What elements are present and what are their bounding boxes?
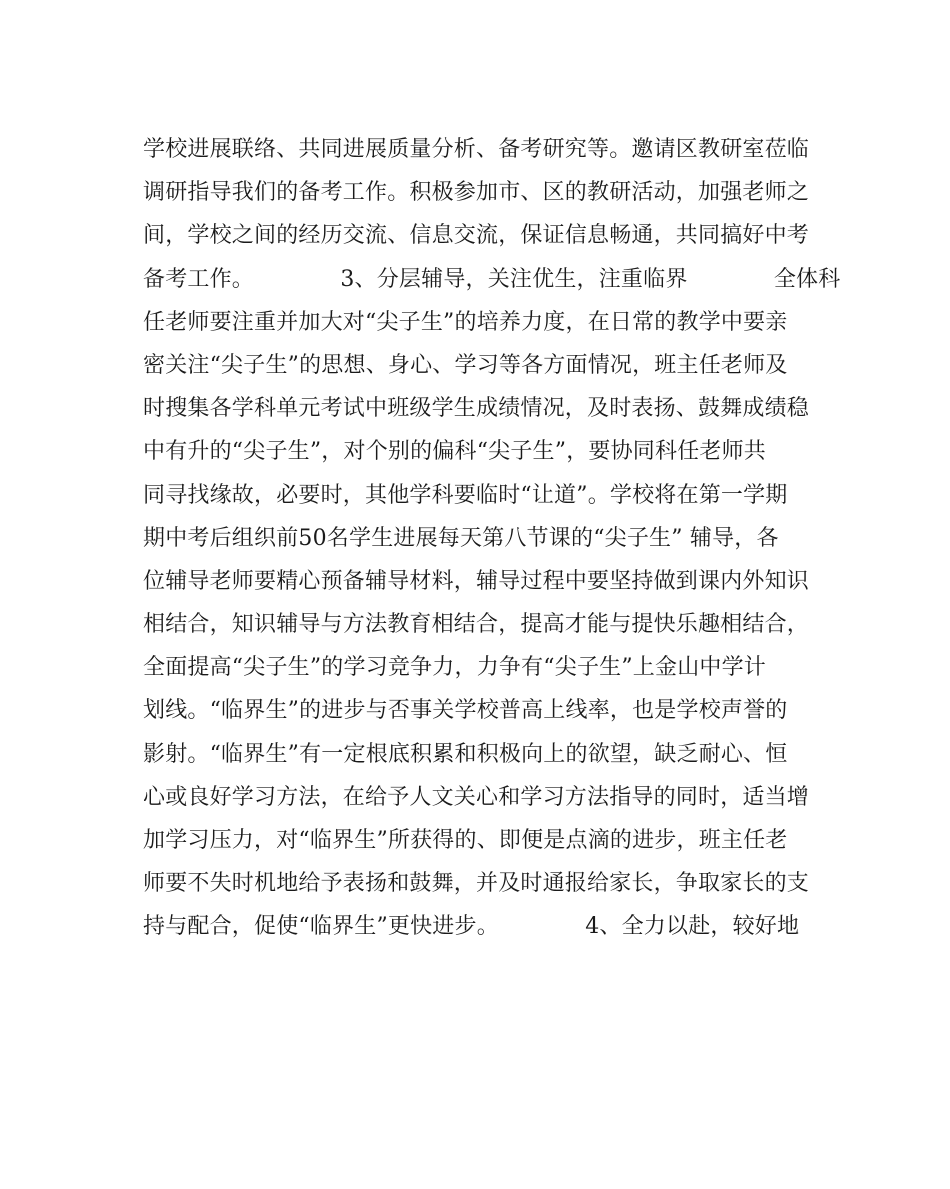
text-line: 划线。“临界生”的进步与否事关学校普高上线率，也是学校声誉的 — [143, 698, 788, 724]
text-line: 调研指导我们的备考工作。积极参加市、区的教研活动，加强老师之 — [143, 180, 810, 206]
text-line: 任老师要注重并加大对“尖子生”的培养力度，在日常的教学中要亲 — [143, 309, 788, 335]
text-line: 师要不失时机地给予表扬和鼓舞，并及时通报给家长，争取家长的支 — [143, 871, 810, 897]
text-line: 影射。“临界生”有一定根底积累和积极向上的欲望，缺乏耐心、恒 — [143, 741, 788, 767]
text-line: 期中考后组织前50名学生进展每天第八节课的“尖子生” 辅导，各 — [143, 525, 779, 551]
text-line: 相结合，知识辅导与方法教育相结合，提高才能与提快乐趣相结合， — [143, 612, 810, 638]
text-line: 密关注“尖子生”的思想、身心、学习等各方面情况，班主任老师及 — [143, 352, 788, 378]
text-line: 全面提高“尖子生”的学习竞争力，力争有“尖子生”上金山中学计 — [143, 655, 766, 681]
text-line: 备考工作。 3、分层辅导，关注优生，注重临界 全体科 — [143, 266, 841, 292]
text-line: 同寻找缘故，必要时，其他学科要临时“让道”。学校将在第一学期 — [143, 482, 788, 508]
text-line: 心或良好学习方法，在给予人文关心和学习方法指导的同时，适当增 — [143, 784, 810, 810]
text-line: 间，学校之间的经历交流、信息交流，保证信息畅通，共同搞好中考 — [143, 223, 810, 249]
text-line: 时搜集各学科单元考试中班级学生成绩情况，及时表扬、鼓舞成绩稳 — [143, 396, 810, 422]
text-line: 学校进展联络、共同进展质量分析、备考研究等。邀请区教研室莅临 — [143, 137, 810, 162]
body-text — [143, 128, 841, 949]
text-line: 持与配合，促使“临界生”更快进步。 4、全力以赴，较好地 — [143, 914, 800, 940]
text-line: 中有升的“尖子生”，对个别的偏科“尖子生”，要协同科任老师共 — [143, 439, 766, 465]
text-line: 位辅导老师要精心预备辅导材料，辅导过程中要坚持做到课内外知识 — [143, 568, 810, 594]
text-line: 加学习压力，对“临界生”所获得的、即便是点滴的进步，班主任老 — [143, 828, 788, 853]
